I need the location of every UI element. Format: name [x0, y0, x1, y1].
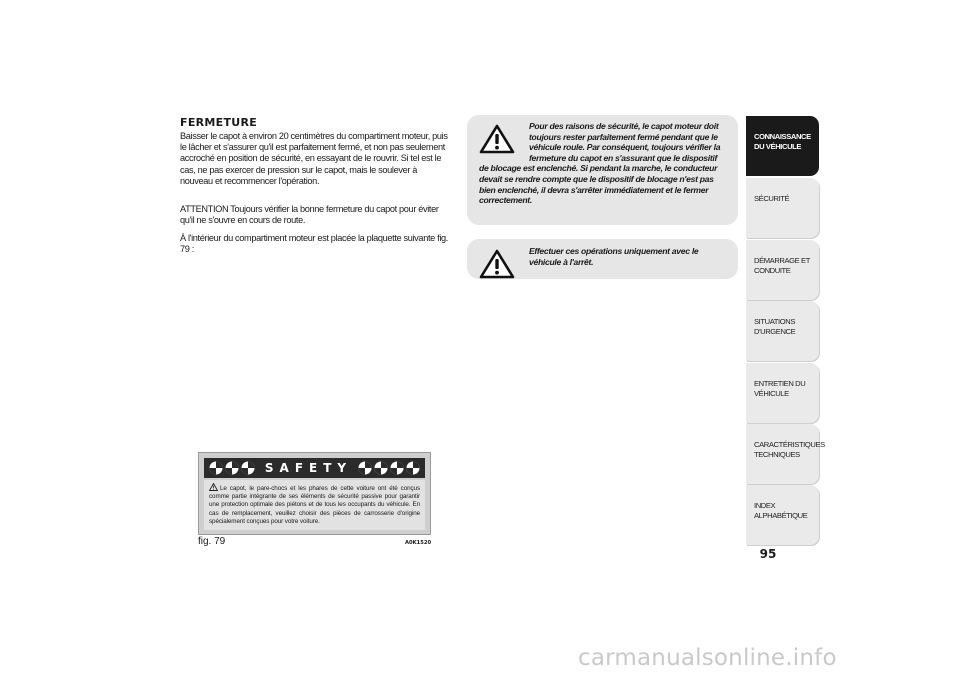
safety-label-body — [204, 480, 425, 530]
checkered-disc-icon — [209, 461, 223, 475]
tab-label: INDEX ALPHABÉTIQUE — [754, 501, 808, 520]
warning-triangle-icon — [479, 124, 519, 156]
tab-label: SITUATIONS D'URGENCE — [754, 317, 796, 336]
body-paragraph-1: Baisser le capot à environ 20 centimètres du compartiment moteur, puis le lâcher et s'assurer qu'il est parfaitement fermé, et non pas seulement accroché en position de sécurité, en essayant de le rouvrir. Si tel est le cas, ne pas exercer de pression sur le capot, mais le soulever à nouveau et recommencer l'opération. — [180, 131, 448, 186]
body-paragraph-figure-ref: À l'intérieur du compartiment moteur est placée la plaquette suivante fig. 79 : — [180, 233, 448, 255]
tab-entretien-du-vehicule[interactable] — [746, 363, 819, 423]
small-warning-icon — [209, 483, 218, 491]
figure-code: A0K1520 — [405, 540, 432, 546]
tab-securite[interactable] — [746, 178, 819, 238]
tab-situations-durgence[interactable] — [746, 301, 819, 361]
safety-label-figure — [198, 452, 431, 535]
checkered-disc-icon — [241, 461, 255, 475]
page-number: 95 — [759, 547, 777, 561]
tab-caracteristiques-techniques[interactable] — [746, 424, 825, 484]
safety-label-title: SAFETY — [264, 461, 353, 475]
warning-triangle-icon — [479, 249, 519, 281]
safety-label-text: Le capot, le pare-chocs et les phares de cette voiture ont été conçus comme partie intégrante de ses éléments de sécurité passive pour garantir une protection optimale des piétons et de tous les occupants du véhicule. En cas de remplacement, veuillez choisir des pièces de carrosserie d'origine spécialement conçues pour votre voiture. — [209, 485, 420, 525]
tab-label: CONNAISSANCE DU VÉHICULE — [754, 132, 811, 151]
tab-label: SÉCURITÉ — [754, 194, 790, 203]
watermark: carmanualsonline.info — [578, 645, 837, 671]
tab-label: CARACTÉRISTIQUES TECHNIQUES — [754, 440, 825, 459]
checkered-disc-icon — [225, 461, 239, 475]
checkered-disc-icon — [374, 461, 388, 475]
warning-text-1: Pour des raisons de sécurité, le capot moteur doit toujours rester parfaitement fermé pendant que le véhicule roule. Par conséquent, toujours vérifier la fermeture du capot en s'assurant que le dispositif de blocage est enclenché. Si pendant la marche, le conducteur devait se rendre compte que le dispositif de blocage n'est pas bien enclenché, il devra s'arrêter immédiatement et le fermer correctement. — [479, 121, 721, 206]
warning-box-1 — [467, 115, 738, 225]
checkered-discs-left — [209, 461, 255, 475]
figure-caption: fig. 79 — [198, 536, 226, 547]
tab-label: ENTRETIEN DU VÉHICULE — [754, 379, 806, 398]
checkered-discs-right — [358, 461, 420, 475]
checkered-disc-icon — [406, 461, 420, 475]
checkered-disc-icon — [358, 461, 372, 475]
tab-demarrage-et-conduite[interactable] — [746, 240, 819, 300]
checkered-disc-icon — [390, 461, 404, 475]
tab-index-alphabetique[interactable] — [746, 485, 819, 545]
tab-label: DÉMARRAGE ET CONDUITE — [754, 256, 810, 275]
warning-box-2 — [467, 239, 738, 279]
warning-text-2: Effectuer ces opérations uniquement avec le véhicule à l'arrêt. — [529, 246, 699, 267]
section-heading: FERMETURE — [180, 116, 258, 129]
safety-label-header — [204, 458, 425, 478]
body-paragraph-attention: ATTENTION Toujours vérifier la bonne fermeture du capot pour éviter qu'il ne s'ouvre en cours de route. — [180, 204, 439, 226]
tab-connaissance-du-vehicule[interactable] — [746, 116, 819, 176]
